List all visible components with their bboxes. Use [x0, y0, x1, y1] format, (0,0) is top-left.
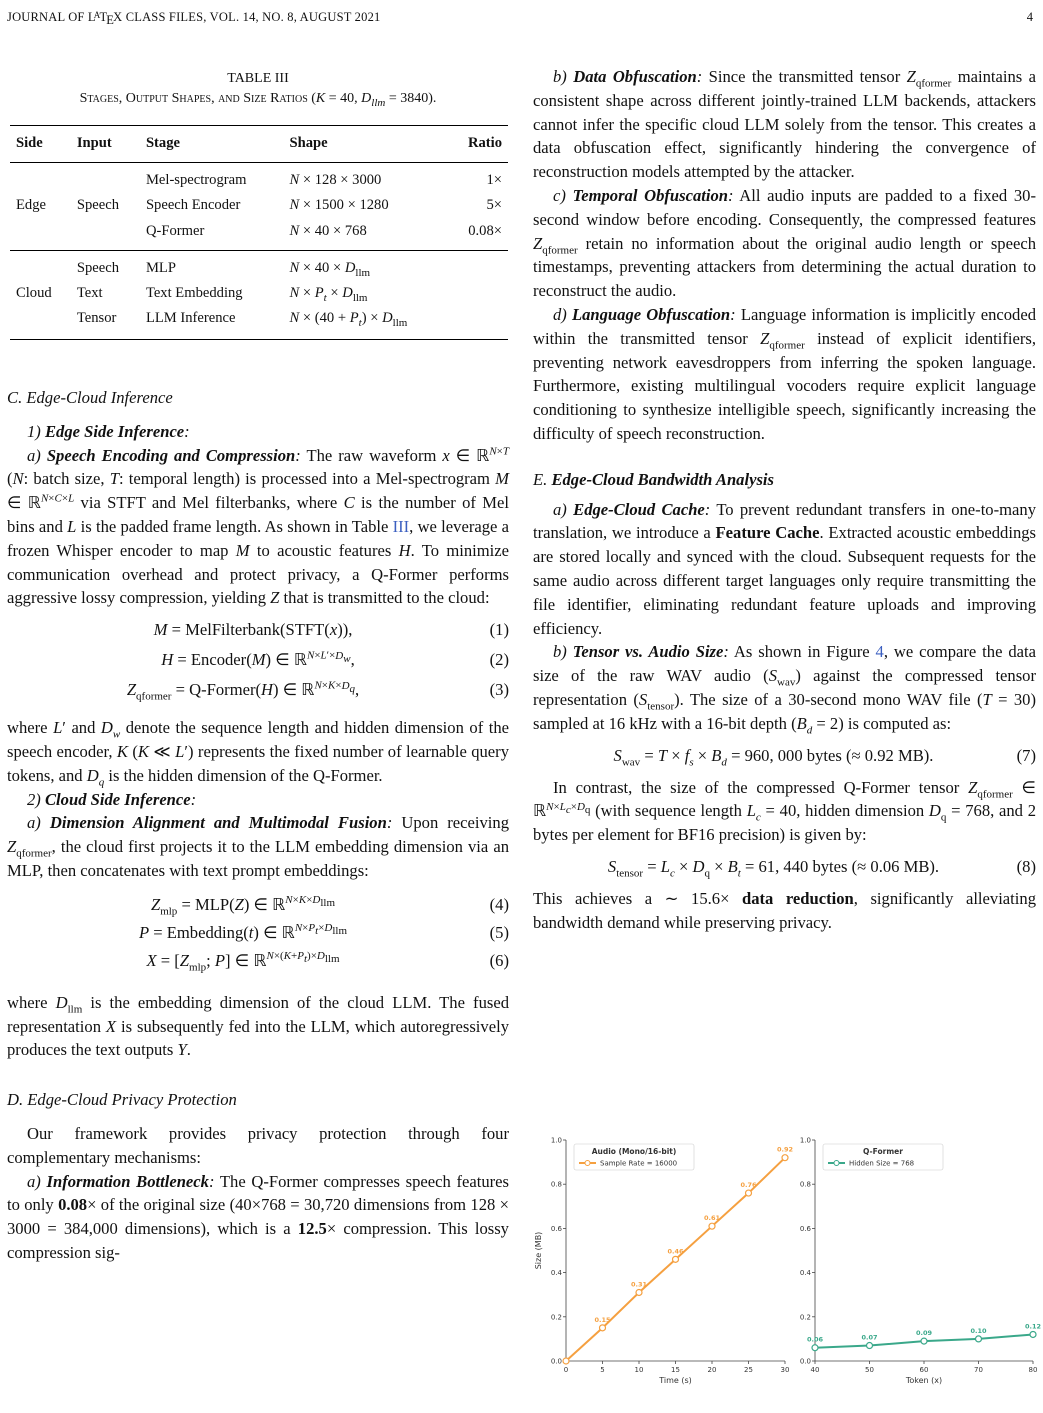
section-e-heading: E. Edge-Cloud Bandwidth Analysis — [533, 469, 774, 489]
x-tick-label: 70 — [974, 1366, 983, 1374]
table-label: TABLE III — [227, 71, 289, 86]
y-tick-label: 0.4 — [799, 1269, 811, 1278]
data-label: 0.61 — [703, 1214, 721, 1223]
x-axis-label: Time (s) — [659, 1376, 692, 1385]
data-label: 0.09 — [915, 1329, 933, 1338]
data-point — [812, 1345, 818, 1351]
x-tick-label: 40 — [810, 1366, 820, 1374]
x-tick-label: 0 — [563, 1366, 569, 1374]
x-tick-label: 5 — [600, 1366, 605, 1374]
size-comparison-chart — [533, 1132, 1042, 1392]
paragraph-after-eq3: where L′ and $D_w$ denote the sequence length and hidden dimension of the speech encoder, K (K ≪ L′) represents the fixed number of learnable query tokens, and $D_q$ is the hidden dimension of the Q-Former. — [7, 718, 510, 789]
y-tick-label: 0.0 — [550, 1357, 562, 1366]
y-tick-label: 0.2 — [550, 1313, 562, 1322]
data-point — [976, 1336, 982, 1342]
x-tick-label: 60 — [919, 1366, 929, 1374]
running-header: JOURNAL OF $L^ATEX$ CLASS FILES, VOL. 14, NO. 8, AUGUST 2021 — [7, 10, 381, 27]
paragraph-edge-cloud-cache: a) Edge-Cloud Cache: To prevent redundant transfers in one-to-many translation, we introduce a Feature Cache. Extracted acoustic embeddings are stored locally and synced with the cloud. Subsequent requests for the same audio across different target languages only require transmitting the file identifier, eliminating redundant feature uploads and improving efficiency. — [533, 499, 1036, 638]
paragraph-data-obfuscation: b) Data Obfuscation: Since the transmitted tensor $Z_{qformer}$ maintains a consistent shape across different jointly-trained LLM backends, attackers cannot infer the specific cloud LLM solely from the tensor. This creates a data obfuscation effect, significantly hindering the convergence of reconstruction models attempted by the attacker. — [533, 67, 1036, 182]
paragraph-speech-encoding: a) Speech Encoding and Compression: The raw waveform x ∈ ℝ$^{N\times T}$ (N: batch size, T: temporal length) is processed into a Mel-spectrogram M ∈ ℝ$^{N\times C\times L}$ via STFT and Mel filterbanks, where C is the number of Mel bins and L is the padded frame length. As shown in Table III, we leverage a frozen Whisper encoder to map M to acoustic features H. To minimize communication overhead and protect privacy, a Q-Former performs aggressive lossy compression, yielding Z that is transmitted to the cloud: — [7, 445, 510, 608]
legend-entry: Hidden Size = 768 — [849, 1159, 915, 1168]
subsection-1-heading: 1) Edge Side Inference: — [27, 421, 190, 441]
stages-table — [10, 125, 508, 340]
x-tick-label: 80 — [1028, 1366, 1038, 1374]
x-tick-label: 50 — [865, 1366, 874, 1374]
col-side: Side — [10, 126, 71, 163]
x-tick-label: 25 — [744, 1366, 753, 1374]
data-label: 0.07 — [861, 1333, 878, 1342]
data-point — [563, 1358, 569, 1364]
data-point — [600, 1325, 606, 1331]
page-number: 4 — [1026, 10, 1033, 24]
equation-3: $Z_{qformer}$ = Q-Former(H) ∈ ℝ$^{N\times K\times D_q}$, (3) — [126, 679, 509, 703]
table-row: Edge Speech Speech Encoder N × 1500 × 1280 5× — [16, 197, 502, 214]
data-label: 0.10 — [970, 1326, 987, 1335]
equation-1: M = MelFilterbank(STFT(x)), (1) — [153, 620, 509, 640]
y-tick-label: 0.8 — [550, 1180, 562, 1189]
data-point — [746, 1190, 752, 1196]
col-stage: Stage — [140, 126, 284, 163]
data-point — [636, 1289, 642, 1295]
x-tick-label: 30 — [780, 1366, 790, 1374]
y-tick-label: 0.4 — [550, 1269, 562, 1278]
table-row: Tensor LLM Inference $N \times (40 + P_t) \times D_{llm}$ — [10, 307, 508, 339]
col-ratio: Ratio — [449, 126, 508, 163]
x-tick-label: 10 — [634, 1366, 644, 1374]
equation-2: H = Encoder(M) ∈ ℝ$^{N\times L'\times D_w}$, (2) — [161, 649, 509, 670]
equation-8: $S_{tensor} = L_c \times D_q \times B_t = 61$, 440 bytes (≈ 0.06 MB). (8) — [607, 856, 1036, 880]
paragraph-language-obfuscation: d) Language Obfuscation: Language information is implicitly encoded within the transmitted tensor $Z_{qformer}$ instead of explicit identifiers, preventing network eavesdroppers from inferring the spoken language. Furthermore, existing multilingual vocoders require explicit language conditioning to synthesize intelligible speech, significantly increasing the difficulty of speech reconstruction. — [533, 304, 1037, 443]
equation-4: $Z_{mlp} = MLP(Z)$ ∈ ℝ$^{N\times K\times D_{llm}}$ (4) — [150, 894, 509, 918]
legend-swatch-marker — [585, 1161, 590, 1166]
equation-5: P = Embedding(t) ∈ ℝ$^{N\times P_t\times D_{llm}}$ (5) — [138, 922, 509, 942]
equation-7: $S_{wav} = T \times f_s \times B_d = 960$, 000 bytes (≈ 0.92 MB). (7) — [613, 745, 1036, 768]
legend-title: Audio (Mono/16-bit) — [591, 1147, 677, 1156]
data-label: 0.12 — [1024, 1322, 1042, 1331]
qformer-size-panel — [800, 1137, 1041, 1386]
table-caption-text: Stages, Output Shapes, and Size Ratios (K = 40, $D_{llm} = 3840$). — [79, 91, 437, 109]
y-tick-label: 1.0 — [799, 1136, 811, 1145]
section-c-heading: C. Edge-Cloud Inference — [7, 388, 173, 407]
y-tick-label: 0.2 — [799, 1313, 811, 1322]
data-point — [1030, 1331, 1036, 1337]
right-column — [533, 65, 1036, 935]
data-label: 0.76 — [740, 1181, 757, 1190]
table-row: Q-Former N × 40 × 768 0.08× — [10, 220, 508, 250]
paragraph-tensor-vs-audio: b) Tensor vs. Audio Size: As shown in Figure 4, we compare the data size of the raw WAV audio $(S_{wav})$ against the compressed tensor representation $(S_{tensor})$. The size of a 30-second mono WAV file (T = 30) sampled at 16 kHz with a 16-bit depth $(B_d = 2)$ is computed as: — [533, 642, 1037, 737]
x-axis-label: Token (x) — [905, 1376, 943, 1385]
paragraph-privacy-intro: Our framework provides privacy protection through four complementary mechanisms: — [7, 1123, 509, 1167]
y-tick-label: 0.8 — [799, 1180, 811, 1189]
paragraph-contrast: In contrast, the size of the compressed Q-Former tensor $Z_{qformer}$ ∈ ℝ$^{N\times L_c\times D_q}$ (with sequence length $L_c = 40$, hidden dimension $D_q = 768$, and 2 bytes per element for BF16 precision) is given by: — [533, 777, 1037, 845]
paragraph-temporal-obfuscation: c) Temporal Obfuscation: All audio inputs are padded to a fixed 30-second window before encoding. Consequently, the compressed features $Z_{qformer}$ retain no information about the original audio length or speech timestamps, preventing attackers from determining the actual duration to reconstruct the audio. — [533, 185, 1036, 301]
data-label: 0.31 — [630, 1280, 648, 1289]
data-label: 0.46 — [667, 1247, 684, 1256]
y-tick-label: 1.0 — [550, 1136, 562, 1145]
paragraph-information-bottleneck: a) Information Bottleneck: The Q-Former compresses speech features to only 0.08× of the original size (40×768 = 30,720 dimensions from 128 × 3000 = 384,000 dimensions), which is a 12.5× compression. This lossy compression sig- — [7, 1171, 509, 1262]
data-label: 0.92 — [776, 1145, 794, 1154]
table-row: Speech MLP $N \times 40 \times D_{llm}$ — [76, 259, 371, 279]
left-column — [7, 386, 509, 1265]
table-row: Cloud Text Text Embedding $N \times P_t \times D_{llm}$ — [16, 284, 368, 304]
data-point — [867, 1343, 873, 1349]
table-header-row — [10, 126, 508, 163]
legend-swatch-marker — [834, 1161, 839, 1166]
data-point — [782, 1155, 788, 1161]
paragraph-reduction: This achieves a ∼ 15.6× data reduction, significantly alleviating bandwidth demand while preserving privacy. — [533, 888, 1036, 932]
y-axis-label: Size (MB) — [534, 1231, 543, 1270]
audio-size-panel — [534, 1137, 793, 1386]
x-tick-label: 15 — [671, 1366, 680, 1374]
data-point — [709, 1223, 715, 1229]
data-label: 0.06 — [806, 1335, 824, 1344]
paragraph-after-eq6: where $D_{llm}$ is the embedding dimension of the cloud LLM. The fused representation X is subsequently fed into the LLM, which autoregressively produces the text outputs Y. — [7, 992, 509, 1060]
y-tick-label: 0.0 — [799, 1357, 811, 1366]
y-tick-label: 0.6 — [799, 1224, 811, 1233]
data-point — [921, 1338, 927, 1344]
col-input: Input — [71, 126, 140, 163]
col-shape: Shape — [283, 126, 449, 163]
data-point — [673, 1256, 679, 1262]
paragraph-dimension-alignment: a) Dimension Alignment and Multimodal Fusion: Upon receiving $Z_{qformer}$, the cloud first projects it to the LLM embedding dimension via an MLP, then concatenates with text prompt embeddings: — [7, 813, 509, 880]
section-d-heading: D. Edge-Cloud Privacy Protection — [7, 1090, 237, 1110]
legend-title: Q-Former — [863, 1147, 903, 1156]
subsection-2-heading: 2) Cloud Side Inference: — [27, 789, 197, 809]
x-tick-label: 20 — [707, 1366, 717, 1374]
table-row: Mel-spectrogram N × 128 × 3000 1× — [145, 172, 502, 188]
equation-6: $X = [Z_{mlp}$; P] ∈ ℝ$^{N\times(K+P_t)\times D_{llm}}$ (6) — [146, 950, 509, 974]
legend-entry: Sample Rate = 16000 — [600, 1159, 678, 1168]
data-label: 0.15 — [594, 1315, 611, 1324]
y-tick-label: 0.6 — [550, 1224, 562, 1233]
table-caption — [7, 69, 509, 109]
